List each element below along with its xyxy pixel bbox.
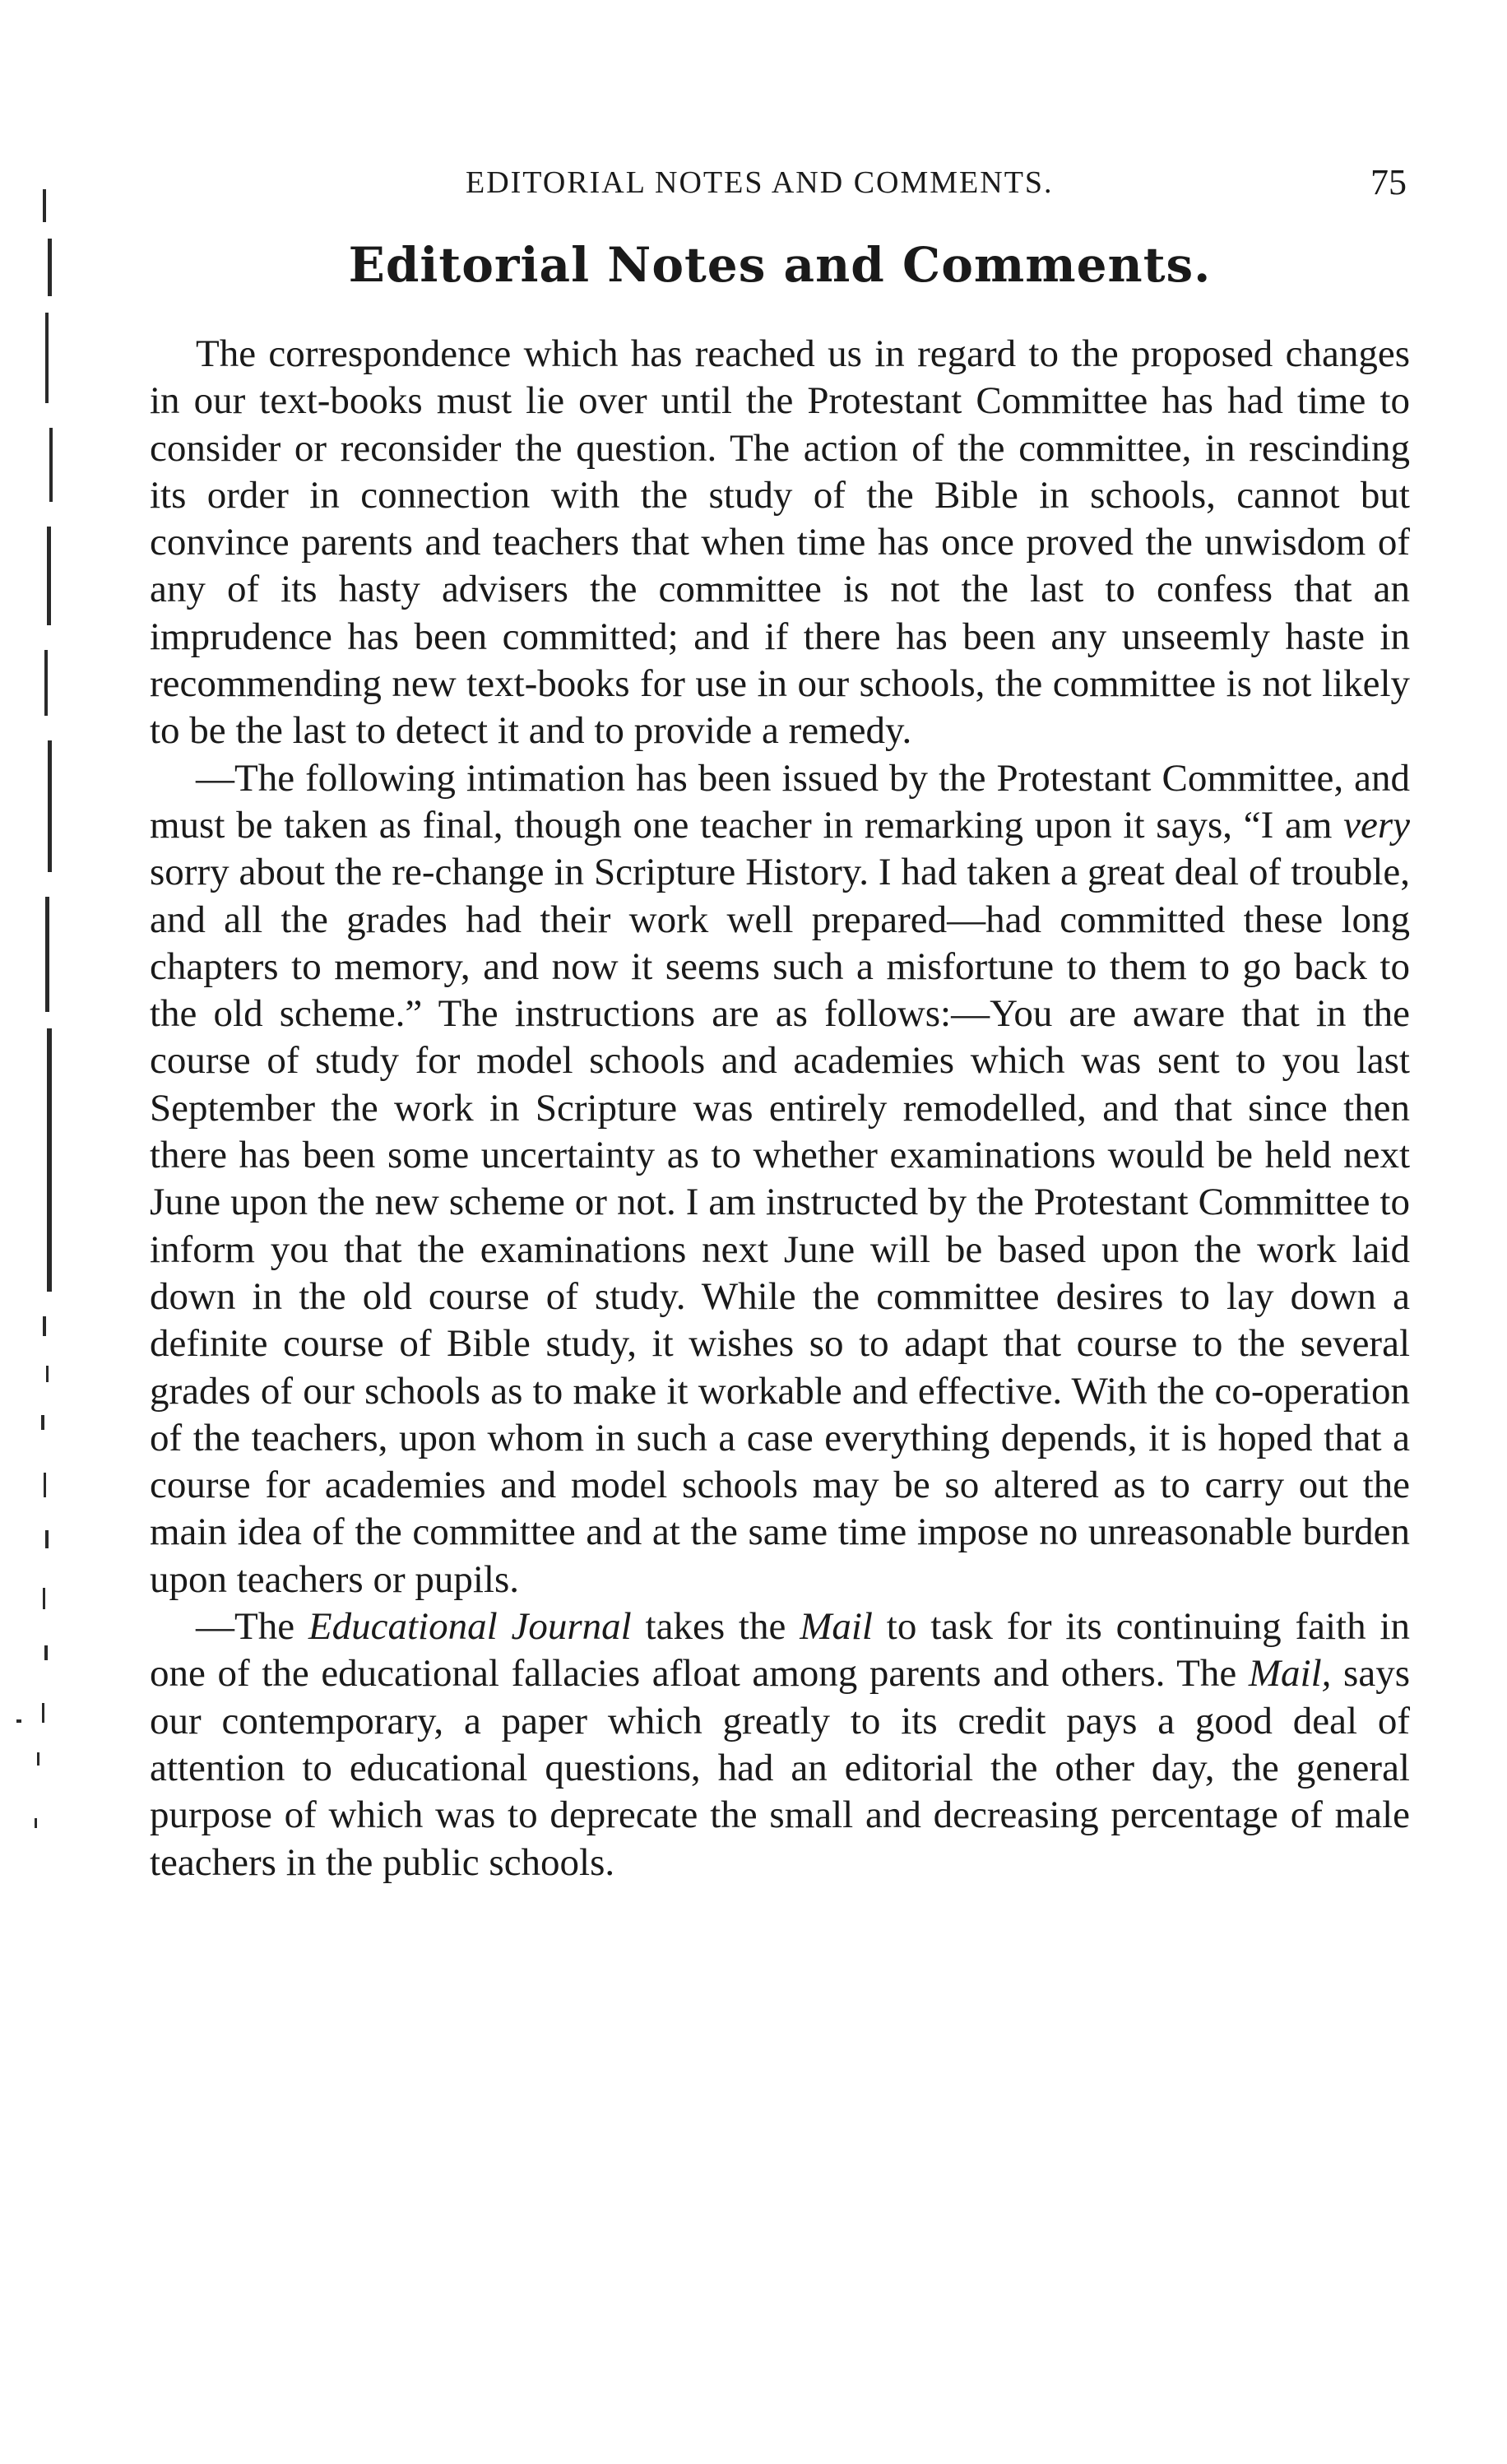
paragraph-correspondence-text: The correspondence which has reached us in regard to the proposed changes in our text-books must lie over until the Protestant Committee has had time to consider or reconsider the question. The action of the committee, in rescinding its order in connection with the study of the Bible in schools, cannot but convince parents and teachers that when time has once proved the unwisdom of any of its hasty advisers the committee is not the last to confess that an imprudence has been committed; and if there has been any unseemly haste in recommending new text-books for use in our schools, the committee is not likely to be the last to detect it and to provide a remedy. bbox=[150, 332, 1410, 753]
binding-edge-marks bbox=[0, 0, 82, 2464]
journal-title: Educational Journal bbox=[308, 1605, 632, 1649]
paragraph-3-part-1: —The bbox=[196, 1605, 308, 1649]
page-number: 75 bbox=[1370, 162, 1407, 202]
running-head-title: EDITORIAL NOTES AND COMMENTS. bbox=[466, 165, 1054, 200]
newspaper-title-mail: Mail bbox=[800, 1605, 873, 1649]
section-title: Editorial Notes and Comments. bbox=[348, 237, 1212, 293]
paragraph-3-part-4: says our contemporary, a paper which greatly to its credit pays a good deal of attention to educational questions, had an editorial the other day, the general purpose of which was to deprecate the small and decreasing percentage of male teachers in the public schools. bbox=[150, 1652, 1410, 1884]
paragraph-3-part-3: to task for its continuing faith in one of the educational fallacies afloat among parents and others. The bbox=[150, 1605, 1410, 1696]
newspaper-title-mail-2: Mail, bbox=[1248, 1652, 1332, 1696]
paragraph-protestant-committee bbox=[150, 755, 1410, 1603]
paragraph-3-part-2: takes the bbox=[631, 1605, 800, 1649]
paragraph-correspondence bbox=[150, 331, 1410, 755]
paragraph-2-part-1: —The following intimation has been issued by the Protestant Committee, and must be taken as final, though one teacher in remarking upon it says, “I am bbox=[150, 756, 1410, 847]
paragraph-educational-journal bbox=[150, 1603, 1410, 1886]
running-head bbox=[153, 158, 1407, 207]
article-body bbox=[150, 331, 1410, 2412]
emphasis-very: very bbox=[1343, 803, 1410, 847]
paragraph-2-part-2: sorry about the re-change in Scripture History. I had taken a great deal of trouble, and all the grades had their work well prepared—had committed these long chapters to memory, and now it seems such a misfortune to them to go back to the old scheme.” The instructions are as follows:—You are aware that in the course of study for model schools and academies which was sent to you last September the work in Scripture was entirely remodelled, and that since then there has been some uncertainty as to whether examinations would be held next June upon the new scheme or not. I am instructed by the Protestant Committee to inform you that the examinations next June will be based upon the work laid down in the old course of study. While the committee desires to lay down a definite course of Bible study, it wishes so to adapt that course to the several grades of our schools as to make it workable and effective. With the co-operation of the teachers, upon whom in such a case everything depends, it is hoped that a course for academies and model schools may be so altered as to carry out the main idea of the committee and at the same time impose no unreasonable burden upon teachers or pupils. bbox=[150, 851, 1410, 1601]
